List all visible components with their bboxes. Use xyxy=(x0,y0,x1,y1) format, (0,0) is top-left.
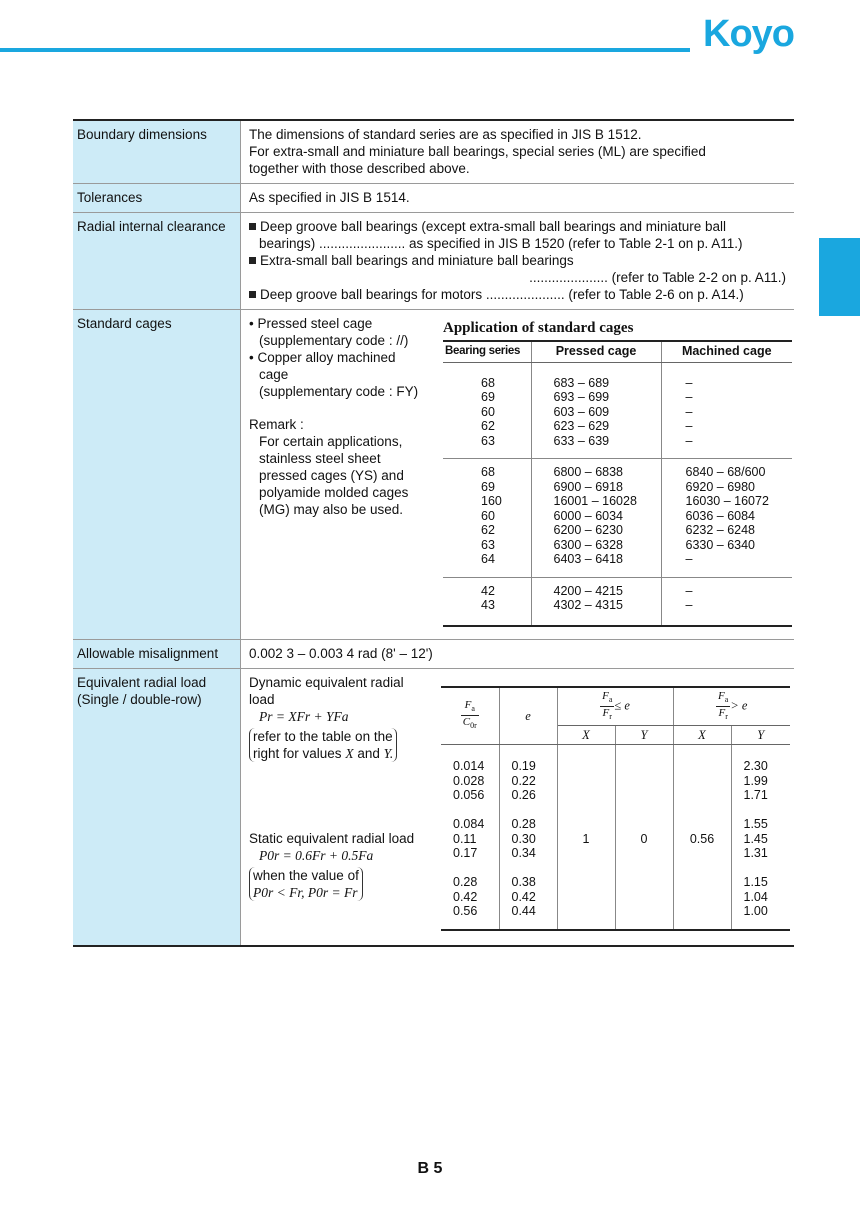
text-line: For extra-small and miniature ball bearings, special series (ML) are specified xyxy=(249,144,706,159)
remark-title: Remark : xyxy=(249,417,304,432)
column-header-ratio: $\frac{F_a}{C_{0r}}$ xyxy=(441,687,499,745)
row-value xyxy=(241,640,794,668)
text-line: (supplementary code : //) xyxy=(259,333,409,348)
page-number: B 5 xyxy=(417,1160,443,1177)
column-header-le-e: $\frac{F_a}{F_r}$ ≤ e xyxy=(557,687,673,726)
text-line: polyamide molded cages xyxy=(259,485,409,500)
square-bullet-icon xyxy=(249,223,256,230)
text-line: • Copper alloy machined xyxy=(249,350,396,365)
text-line: together with those described above. xyxy=(249,161,470,176)
square-bullet-icon xyxy=(249,257,256,264)
row-label: Standard cages xyxy=(73,310,241,639)
x-gt-value: 0.56 xyxy=(673,745,731,930)
spec-table xyxy=(73,119,794,947)
row-value xyxy=(241,121,794,183)
column-header-x: X xyxy=(673,725,731,745)
text-line: ..................... (refer to Table 2-2 on p. A11.) xyxy=(529,270,786,285)
x-le-value: 1 xyxy=(557,745,615,930)
cage-application xyxy=(439,315,792,633)
list-item: Extra-small ball bearings and miniature ball bearings xyxy=(249,252,786,269)
table-row: 68 69 160 60 62 63 64 6800 – 6838 6900 – 6918 16001 – 16028 6000 – 6034 6200 – 6230 6300 – 6328 6403 – 6418 6840 – 68/600 6920 – 6980 16030 – 16072 6036 – 6084 6232 – 6248 6330 – 6340 – xyxy=(443,459,792,578)
text-line: The dimensions of standard series are as specified in JIS B 1512. xyxy=(249,127,642,142)
table-title: Application of standard cages xyxy=(443,320,634,336)
column-header: Bearing series xyxy=(443,341,531,362)
square-bullet-icon xyxy=(249,291,256,298)
load-factor-table-wrap xyxy=(445,674,790,939)
brand-logo: Koyo xyxy=(703,13,794,55)
load-formulas xyxy=(249,674,445,939)
cage-list xyxy=(249,315,439,633)
table-row: 0.014 0.028 0.056 0.084 0.11 0.17 0.28 0.42 0.56 0.19 0.22 0.26 0.28 0.30 0.34 0.38 0.42 0.44 1 0 0.56 2.30 1.99 1.71 1.55 1.45 1.31 1.15 1.04 1.00 xyxy=(441,745,790,930)
row-value xyxy=(241,310,800,639)
column-header-gt-e: $\frac{F_a}{F_r}$ > e xyxy=(673,687,790,726)
column-header: Pressed cage xyxy=(531,341,661,362)
column-header-y: Y xyxy=(615,725,673,745)
header-rule xyxy=(0,48,690,52)
text-line: bearings) ....................... as specified in JIS B 1520 (refer to Table 2-1 on p. A11.) xyxy=(259,236,743,251)
row-label: Equivalent radial load (Single / double-row) xyxy=(73,669,241,945)
row-standard-cages xyxy=(73,310,794,640)
static-formula: P0r = 0.6Fr + 0.5Fa xyxy=(259,847,374,863)
row-allowable-misalignment xyxy=(73,640,794,669)
text-line: For certain applications, xyxy=(259,434,403,449)
list-item: Deep groove ball bearings (except extra-small ball bearings and miniature ball xyxy=(249,218,786,235)
text-line: stainless steel sheet xyxy=(259,451,381,466)
row-label: Radial internal clearance xyxy=(73,213,241,309)
table-row: 68 69 60 62 63 683 – 689 693 – 699 603 – 609 623 – 629 633 – 639 – – – – – xyxy=(443,362,792,459)
section-tab xyxy=(819,238,860,316)
text-line: cage xyxy=(259,367,289,382)
row-equivalent-radial-load xyxy=(73,669,794,945)
row-label: Boundary dimensions xyxy=(73,121,241,183)
text-line: Static equivalent radial load xyxy=(249,830,415,846)
text-line: (supplementary code : FY) xyxy=(259,384,419,399)
column-header-x: X xyxy=(557,725,615,745)
table-row: 42 43 4200 – 4215 4302 – 4315 – – xyxy=(443,577,792,626)
dynamic-formula: Pr = XFr + YFa xyxy=(259,708,349,724)
text-line: 0.002 3 – 0.003 4 rad (8' – 12') xyxy=(249,645,433,661)
text-line: (MG) may also be used. xyxy=(259,502,404,517)
row-value xyxy=(241,669,798,945)
text-line: Dynamic equivalent radial xyxy=(249,674,404,690)
row-value xyxy=(241,213,794,309)
row-value xyxy=(241,184,794,212)
column-header: Machined cage xyxy=(661,341,792,362)
text-line: load xyxy=(249,691,275,707)
text-line: As specified in JIS B 1514. xyxy=(249,190,410,205)
load-factor-table xyxy=(441,686,790,931)
row-label: Tolerances xyxy=(73,184,241,212)
when-note: when the value of P0r < Fr, P0r = Fr xyxy=(249,867,363,901)
column-header-e: e xyxy=(499,687,557,745)
list-item: Deep groove ball bearings for motors ..................... (refer to Table 2-6 on p. A14.) xyxy=(249,286,786,303)
text-line: pressed cages (YS) and xyxy=(259,468,404,483)
row-tolerances xyxy=(73,184,794,213)
text-line: • Pressed steel cage xyxy=(249,316,373,331)
row-radial-internal-clearance xyxy=(73,213,794,310)
row-boundary-dimensions xyxy=(73,121,794,184)
cage-application-table xyxy=(443,340,792,627)
refer-note: refer to the table on the right for values X and Y. xyxy=(249,728,397,762)
y-le-value: 0 xyxy=(615,745,673,930)
row-label: Allowable misalignment xyxy=(73,640,241,668)
column-header-y: Y xyxy=(731,725,790,745)
